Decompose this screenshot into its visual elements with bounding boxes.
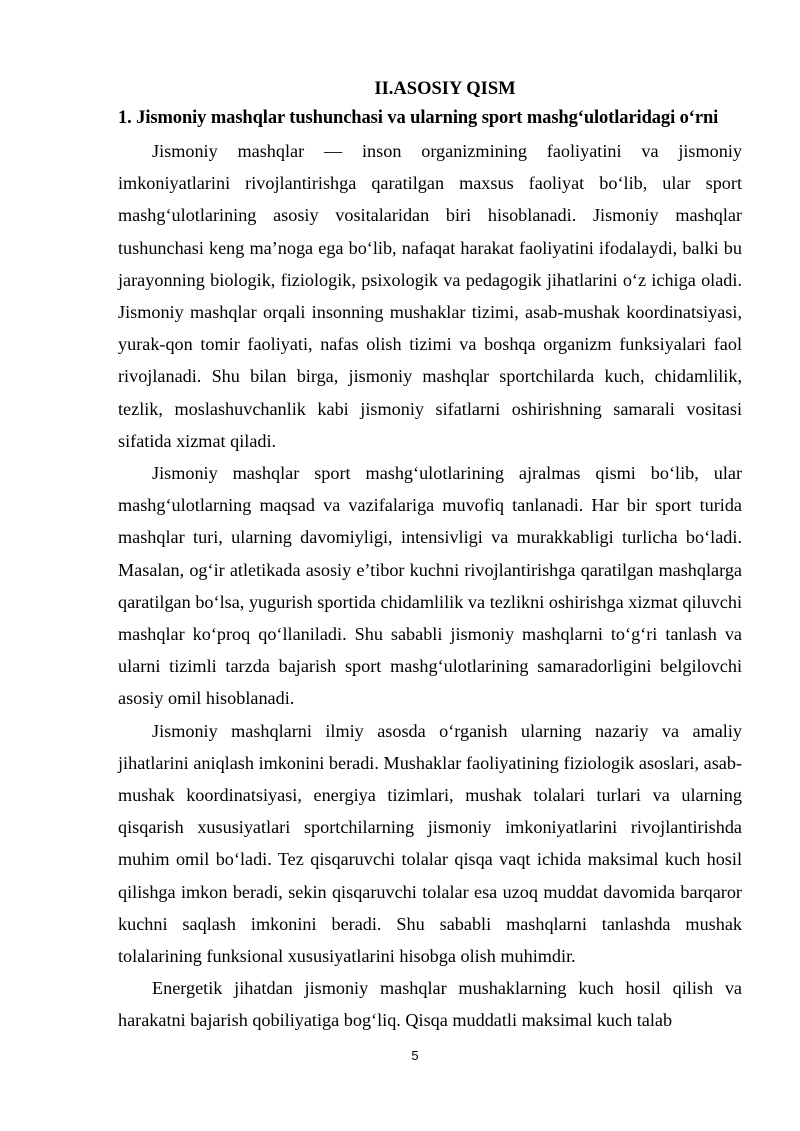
paragraph-1: Jismoniy mashqlar — inson organizmining faoliyatini va jismoniy imkoniyatlarini rivojlantirishga qaratilgan maxsus faoliyat bo‘lib, ular sport mashg‘ulotlarining asosiy vositalaridan biri hisoblanadi. Jismoniy mashqlar tushunchasi keng ma’noga ega bo‘lib, nafaqat harakat faoliyatini ifodalaydi, balki bu jarayonning biologik, fiziologik, psixologik va pedagogik jihatlarini o‘z ichiga oladi. Jismoniy mashqlar orqali insonning mushaklar tizimi, asab-mushak koordinatsiyasi, yurak-qon tomir faoliyati, nafas olish tizimi va boshqa organizm funksiyalari faol rivojlanadi. Shu bilan birga, jismoniy mashqlar sportchilarda kuch, chidamlilik, tezlik, moslashuvchanlik kabi jismoniy sifatlarni oshirishning samarali vositasi sifatida xizmat qiladi. bbox=[118, 141, 742, 451]
subsection-title: 1. Jismoniy mashqlar tushunchasi va ularning sport mashg‘ulotlaridagi o‘rni bbox=[118, 108, 719, 128]
page-number: 5 bbox=[411, 1048, 419, 1063]
paragraph-4: Energetik jihatdan jismoniy mashqlar mushaklarning kuch hosil qilish va harakatni bajarish qobiliyatiga bog‘liq. Qisqa muddatli maksimal kuch talab bbox=[118, 978, 742, 1031]
paragraph-2: Jismoniy mashqlar sport mashg‘ulotlarining ajralmas qismi bo‘lib, ular mashg‘ulotlarning maqsad va vazifalariga muvofiq tanlanadi. Har bir sport turida mashqlar turi, ularning davomiyligi, intensivligi va murakkabligi turlicha bo‘ladi. Masalan, og‘ir atletikada asosiy e’tibor kuchni rivojlantirishga qaratilgan mashqlarga qaratilgan bo‘lsa, yugurish sportida chidamlilik va tezlikni oshirishga xizmat qiluvchi mashqlar ko‘proq qo‘llaniladi. Shu sababli jismoniy mashqlarni to‘g‘ri tanlash va ularni tizimli tarzda bajarish sport mashg‘ulotlarining samaradorligini belgilovchi asosiy omil hisoblanadi. bbox=[118, 463, 742, 709]
page-content bbox=[118, 76, 742, 1037]
section-title: II.ASOSIY QISM bbox=[374, 79, 516, 99]
paragraph-3: Jismoniy mashqlarni ilmiy asosda o‘rganish ularning nazariy va amaliy jihatlarini aniqlash imkonini beradi. Mushaklar faoliyatining fiziologik asoslari, asab-mushak koordinatsiyasi, energiya tizimlari, mushak tolalari turlari va ularning qisqarish xususiyatlari sportchilarning jismoniy imkoniyatlarini rivojlantirishda muhim omil bo‘ladi. Tez qisqaruvchi tolalar qisqa vaqt ichida maksimal kuch hosil qilishga imkon beradi, sekin qisqaruvchi tolalar esa uzoq muddat davomida barqaror kuchni saqlash imkonini beradi. Shu sababli mashqlarni tanlashda mushak tolalarining funksional xususiyatlarini hisobga olish muhimdir. bbox=[118, 720, 742, 967]
